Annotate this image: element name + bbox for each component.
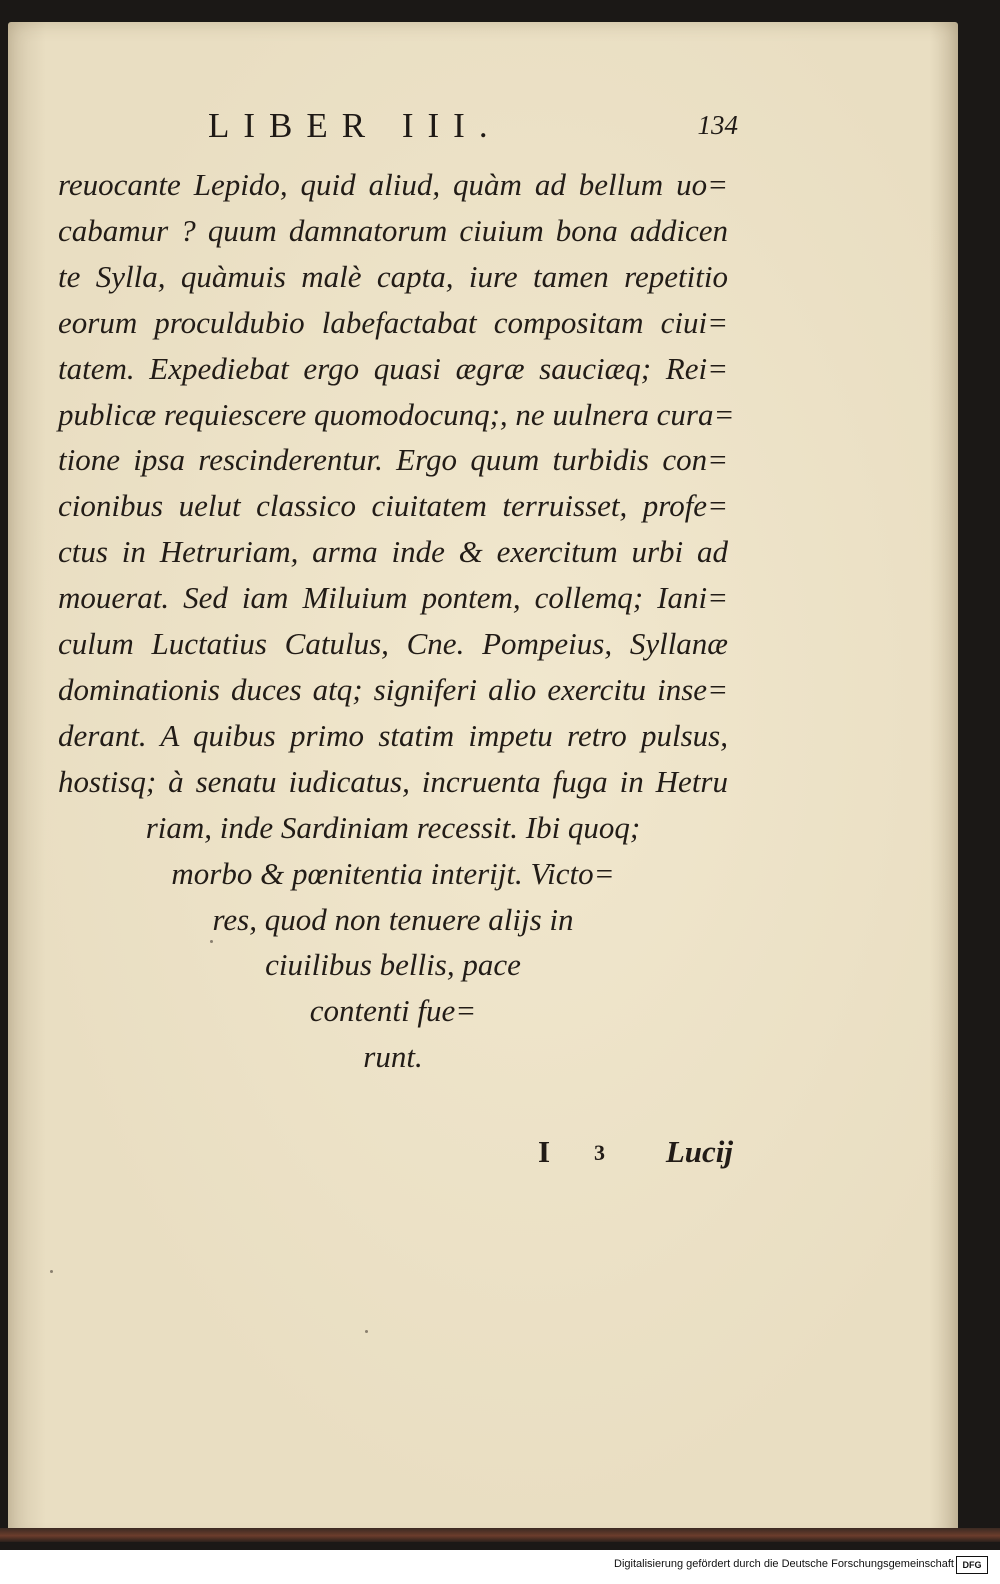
main-text [58, 162, 735, 1080]
paper-speck [210, 940, 213, 943]
text-line: hostisq; à senatu iudicatus, incruenta fuga in Hetru [58, 763, 728, 799]
text-line: publicæ requiescere quomodocunq;, ne uulnera cura= [58, 396, 735, 432]
text-line: culum Luctatius Catulus, Cne. Pompeius, Syllanæ [58, 626, 728, 662]
text-line-centered: ciuilibus bellis, pace [265, 947, 521, 983]
digitization-footer [0, 1550, 1000, 1584]
text-line: cionibus uelut classico ciuitatem terruisset, profe= [58, 488, 728, 524]
running-head: LIBER III. [208, 106, 502, 145]
text-line-centered: res, quod non tenuere alijs in [212, 901, 574, 937]
paper-speck [365, 1330, 368, 1333]
text-line: reuocante Lepido, quid aliud, quàm ad bellum uo= [58, 167, 728, 202]
text-line: ctus in Hetruriam, arma inde & exercitum urbi ad [58, 534, 728, 570]
text-line: dominationis duces atq; signiferi alio exercitu inse= [58, 671, 728, 707]
page-number: 134 [697, 110, 738, 140]
book-page [8, 22, 958, 1542]
text-line: cabamur ? quum damnatorum ciuium bona addicen [58, 212, 728, 248]
paper-speck [50, 1270, 53, 1273]
catchword: Lucij [665, 1134, 733, 1169]
text-line: derant. A quibus primo statim impetu retro pulsus, [58, 717, 728, 753]
text-line-centered: runt. [363, 1039, 423, 1075]
text-line: tatem. Expediebat ergo quasi ægræ sauciæq; Rei= [58, 350, 728, 386]
text-line-centered: morbo & pœnitentia interijt. Victo= [171, 855, 615, 891]
page-header [208, 106, 738, 156]
text-line: tione ipsa rescinderentur. Ergo quum turbidis con= [58, 442, 728, 478]
text-line: eorum proculdubio labefactabat compositam ciui= [58, 304, 728, 340]
text-line: te Sylla, quàmuis malè capta, iure tamen repetitio [58, 258, 728, 294]
page-bottom-edge [0, 1528, 1000, 1542]
text-line: mouerat. Sed iam Miluium pontem, collemq; Iani= [58, 580, 728, 616]
dfg-logo: DFG [956, 1556, 988, 1574]
signature-number: 3 [594, 1140, 605, 1165]
footer-credit: Digitalisierung gefördert durch die Deutsche Forschungsgemeinschaft [614, 1558, 954, 1570]
text-line-centered: contenti fue= [309, 993, 477, 1029]
signature-mark: I [538, 1134, 551, 1169]
text-line-centered: riam, inde Sardiniam recessit. Ibi quoq; [145, 809, 641, 845]
